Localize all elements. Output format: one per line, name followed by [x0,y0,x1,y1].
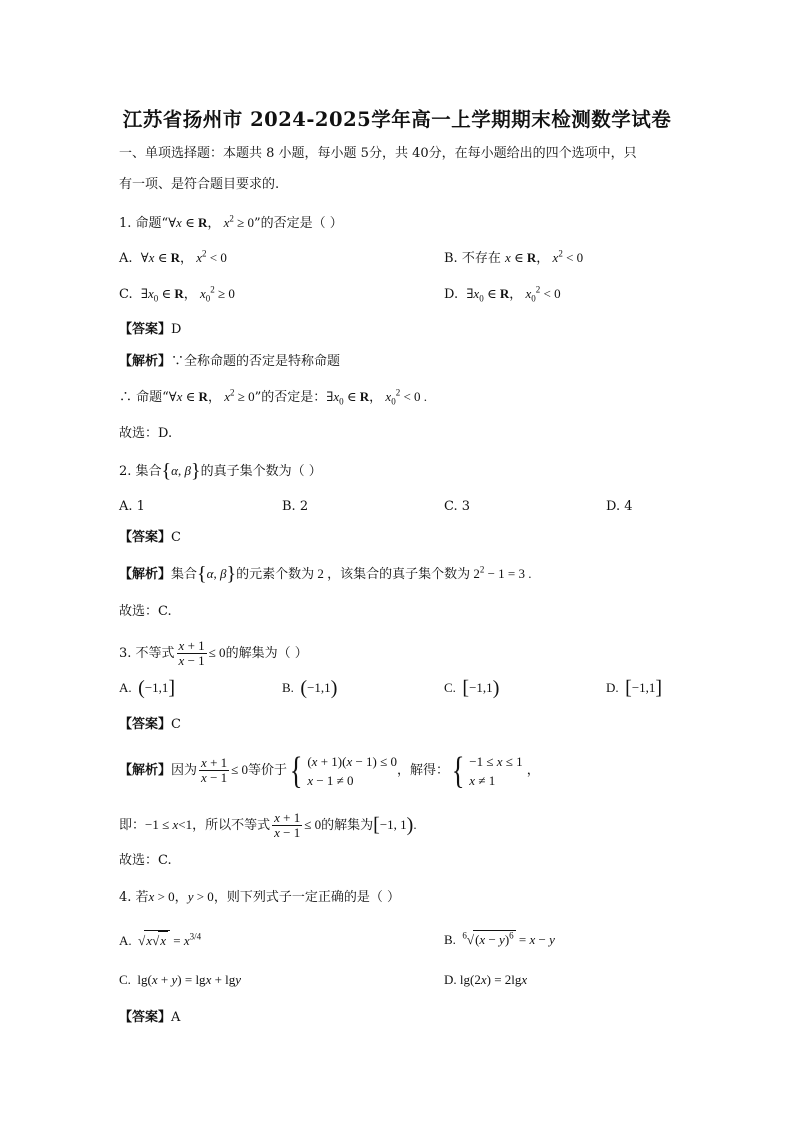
q1-answer-value: D [171,322,182,337]
question-3-stem: 3. 不等式 $\frac{x + 1}{x - 1}$ ≤ 0的解集为（ ） [119,638,308,668]
q3-stem-suffix: 的解集为（ ） [225,646,308,661]
q2-option-c: C. 3 [444,499,471,514]
q3-stem-prefix: 3. 不等式 [119,646,175,661]
q2-analysis-a: 集合 [171,567,198,582]
q1-choose-label: 故选： [119,426,159,441]
q3-analysis-a: 因为 [171,763,198,778]
q3-option-d-label: D. [606,680,619,695]
q4-answer-value: A [171,1010,181,1025]
q1-stem-prefix: 1. 命题“ [119,216,169,231]
q3-analysis-line2: 即：−1 ≤ x<1，所以不等式 $\frac{x + 1}{x - 1}$ ≤ 0的解集为[−1, 1). [119,810,417,840]
q2-choose [119,603,172,621]
q1-analysis [119,353,340,371]
q1-analysis-label: 【解析】 [119,354,172,369]
question-4-stem: 4. 若x > 0，y > 0，则下列式子一定正确的是（ ） [119,889,400,905]
q3-option-c: C. [−1,1) [444,677,500,699]
q3-option-b-label: B. [282,680,294,695]
q1-option-c-label: C. [119,287,133,302]
q3-analysis: 【解析】因为 $\frac{x + 1}{x - 1}$ ≤ 0等价于{ (x + 1)(x − 1) ≤ 0 x − 1 ≠ 0 ，解得：{ −1 ≤ x ≤ 1 x ≠ 1 ， [119,749,540,792]
q2-choose-value: C. [158,604,172,619]
q2-stem-prefix: 2. 集合 [119,464,162,479]
q2-analysis: 【解析】集合{α, β}的元素个数为 2 ，该集合的真子集个数为 $2^2 - 1 = 3$ . [119,563,532,585]
q3-option-c-label: C. [444,680,456,695]
q1-option-b: B. 不存在 x ∈ R， $x^2 < 0$ [444,248,584,266]
question-1-stem [119,214,343,233]
q2-option-b: B. 2 [282,499,309,514]
q4-option-a-label: A. [119,933,132,948]
q3-analysis-line2-c: 的解集为 [321,818,374,833]
q3-option-d: D. [−1,1] [606,677,663,699]
q3-option-b: B. (−1,1) [282,677,338,699]
q3-analysis-label: 【解析】 [119,763,172,778]
q4-stem-sep: ， [174,890,188,905]
q2-answer-value: C [171,530,181,545]
q3-analysis-b: 等价于 [248,763,288,778]
q2-answer-label: 【答案】 [119,530,172,545]
q3-answer-value: C [171,717,181,732]
q1-choose-value: D. [158,426,173,441]
q3-analysis-line2-b: ，所以不等式 [192,818,271,833]
q3-analysis-c: ，解得： [397,763,450,778]
q2-set: {α, β} [161,460,201,482]
q1-analysis-line2: ∴ 命题“∀x ∈ R， $x^2 \ge 0$”的否定是：$\exists x_0$ ∈ R， $x_0^2 < 0$ . [119,387,428,407]
q2-option-a: A. 1 [119,499,145,514]
q3-answer-label: 【答案】 [119,717,172,732]
q1-answer [119,321,181,339]
question-2-stem [119,462,322,481]
because-symbol: ∵ [171,354,185,369]
q1-option-b-label: B. 不存在 [444,251,501,266]
document-title: 江苏省扬州市 2024-2025学年高一上学期期末检测数学试卷 [122,108,672,131]
q4-option-b: B. $^6√(x - y)^6 = x - y$ [444,930,555,947]
q4-option-c: C. lg(x + y) = lgx + lgy [119,972,242,987]
q2-stem-suffix: 的真子集个数为（ ） [200,464,322,479]
q2-answer [119,529,181,547]
q4-stem-suffix: ，则下列式子一定正确的是（ ） [213,890,400,905]
q1-stem-math: ∀x ∈ R， $x^2 \ge 0$ [168,213,255,230]
q3-analysis-line2-a: 即： [119,818,146,833]
q1-analysis-line2-mid: ”的否定是： [254,390,327,405]
section-heading-line2: 有一项、是符合题目要求的. [119,177,280,192]
q4-option-d: D. lg(2x) = 2lgx [444,972,528,987]
q3-choose [119,852,172,870]
q4-option-d-label: D. [444,972,457,987]
q1-option-d: D. $\exists x_0$ ∈ R， $x_0^2 < 0$ [444,284,561,304]
q1-answer-label: 【答案】 [119,322,172,337]
q2-analysis-label: 【解析】 [119,567,172,582]
q3-choose-label: 故选： [119,853,159,868]
q4-option-b-label: B. [444,932,456,947]
q4-option-a: A. $√x√x = x^{3/4}$ [119,931,202,948]
q1-stem-suffix: ”的否定是（ ） [254,216,343,231]
q4-stem-prefix: 4. 若 [119,890,149,905]
q1-choose [119,425,172,443]
q1-option-d-label: D. [444,287,459,302]
q4-answer [119,1009,180,1027]
section-heading-line1: 一、单项选择题：本题共 8 小题，每小题 5分，共 40分，在每小题给出的四个选项中，只 [119,146,637,161]
q3-answer [119,716,181,734]
q2-choose-label: 故选： [119,604,159,619]
q3-option-a: A. (−1,1] [119,677,176,699]
q1-option-a: A. ∀x ∈ R， $x^2 < 0$ [119,248,227,266]
q1-option-c: C. $\exists x_0$ ∈ R， $x_0^2 \ge 0$ [119,284,235,304]
q1-option-a-label: A. [119,251,133,266]
q1-analysis-text: 全称命题的否定是特称命题 [184,354,341,369]
q2-analysis-c: ，该集合的真子集个数为 [327,567,471,582]
q3-option-a-label: A. [119,680,132,695]
q2-option-d: D. 4 [606,499,633,514]
q2-analysis-b: 的元素个数为 [236,567,315,582]
q4-option-c-label: C. [119,972,131,987]
q4-answer-label: 【答案】 [119,1010,172,1025]
q3-choose-value: C. [158,853,172,868]
q1-analysis-line2-prefix: ∴ 命题“ [119,390,169,405]
